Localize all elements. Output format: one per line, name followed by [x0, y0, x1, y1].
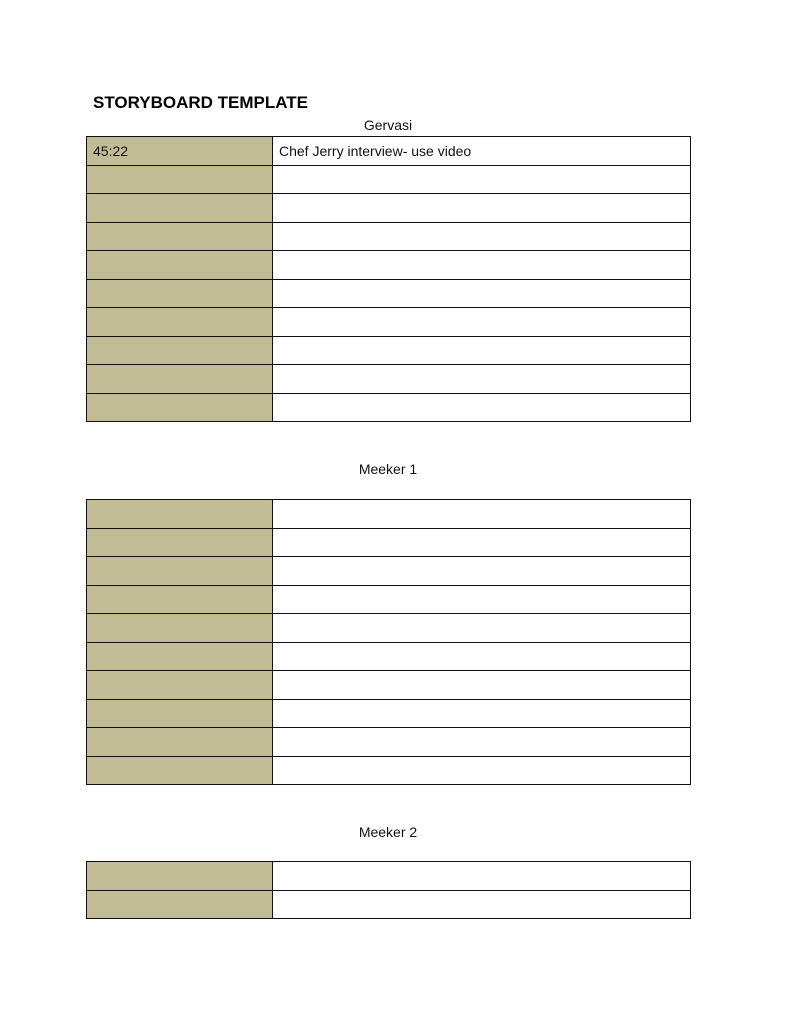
table-row: [87, 165, 691, 194]
description-cell[interactable]: [273, 642, 691, 671]
storyboard-table-meeker-2: [86, 861, 691, 919]
description-cell[interactable]: [273, 728, 691, 757]
page-title: STORYBOARD TEMPLATE: [93, 93, 309, 112]
table-row: [87, 728, 691, 757]
table-row: [87, 365, 691, 394]
time-cell[interactable]: [87, 222, 273, 251]
time-cell[interactable]: [87, 165, 273, 194]
time-cell[interactable]: [87, 557, 273, 586]
table-row: [87, 756, 691, 785]
description-cell[interactable]: [273, 557, 691, 586]
table-row: [87, 279, 691, 308]
description-cell[interactable]: [273, 890, 691, 919]
description-cell[interactable]: [273, 279, 691, 308]
table-row: [87, 614, 691, 643]
description-cell[interactable]: [273, 528, 691, 557]
time-cell[interactable]: [87, 614, 273, 643]
table-row: [87, 642, 691, 671]
table-row: [87, 528, 691, 557]
time-cell[interactable]: [87, 671, 273, 700]
time-cell[interactable]: [87, 500, 273, 529]
table-row: [87, 137, 691, 166]
time-cell[interactable]: 45:22: [87, 137, 273, 166]
time-cell[interactable]: [87, 194, 273, 223]
section-label-meeker-1: Meeker 1: [358, 461, 418, 477]
time-cell[interactable]: [87, 308, 273, 337]
table-row: [87, 699, 691, 728]
table-row: [87, 308, 691, 337]
section-label-gervasi: Gervasi: [363, 117, 413, 133]
table-row: [87, 862, 691, 891]
table-row: [87, 890, 691, 919]
description-cell[interactable]: Chef Jerry interview- use video: [273, 137, 691, 166]
description-cell[interactable]: [273, 336, 691, 365]
time-cell[interactable]: [87, 756, 273, 785]
table-row: [87, 671, 691, 700]
time-cell[interactable]: [87, 365, 273, 394]
description-cell[interactable]: [273, 500, 691, 529]
description-cell[interactable]: [273, 862, 691, 891]
time-cell[interactable]: [87, 890, 273, 919]
time-cell[interactable]: [87, 251, 273, 280]
description-cell[interactable]: [273, 614, 691, 643]
time-cell[interactable]: [87, 642, 273, 671]
table-row: [87, 336, 691, 365]
table-row: [87, 557, 691, 586]
time-cell[interactable]: [87, 728, 273, 757]
storyboard-table-gervasi: [86, 136, 691, 422]
section-label-meeker-2: Meeker 2: [358, 824, 418, 840]
table-row: [87, 222, 691, 251]
description-cell[interactable]: [273, 756, 691, 785]
time-cell[interactable]: [87, 393, 273, 422]
table-row: [87, 194, 691, 223]
time-cell[interactable]: [87, 699, 273, 728]
time-cell[interactable]: [87, 336, 273, 365]
table-row: [87, 393, 691, 422]
table-row: [87, 585, 691, 614]
description-cell[interactable]: [273, 194, 691, 223]
description-cell[interactable]: [273, 251, 691, 280]
description-cell[interactable]: [273, 165, 691, 194]
time-cell[interactable]: [87, 585, 273, 614]
description-cell[interactable]: [273, 585, 691, 614]
table-row: [87, 251, 691, 280]
description-cell[interactable]: [273, 699, 691, 728]
description-cell[interactable]: [273, 671, 691, 700]
description-cell[interactable]: [273, 393, 691, 422]
description-cell[interactable]: [273, 222, 691, 251]
time-cell[interactable]: [87, 279, 273, 308]
time-cell[interactable]: [87, 528, 273, 557]
description-cell[interactable]: [273, 308, 691, 337]
table-row: [87, 500, 691, 529]
description-cell[interactable]: [273, 365, 691, 394]
storyboard-table-meeker-1: [86, 499, 691, 785]
time-cell[interactable]: [87, 862, 273, 891]
